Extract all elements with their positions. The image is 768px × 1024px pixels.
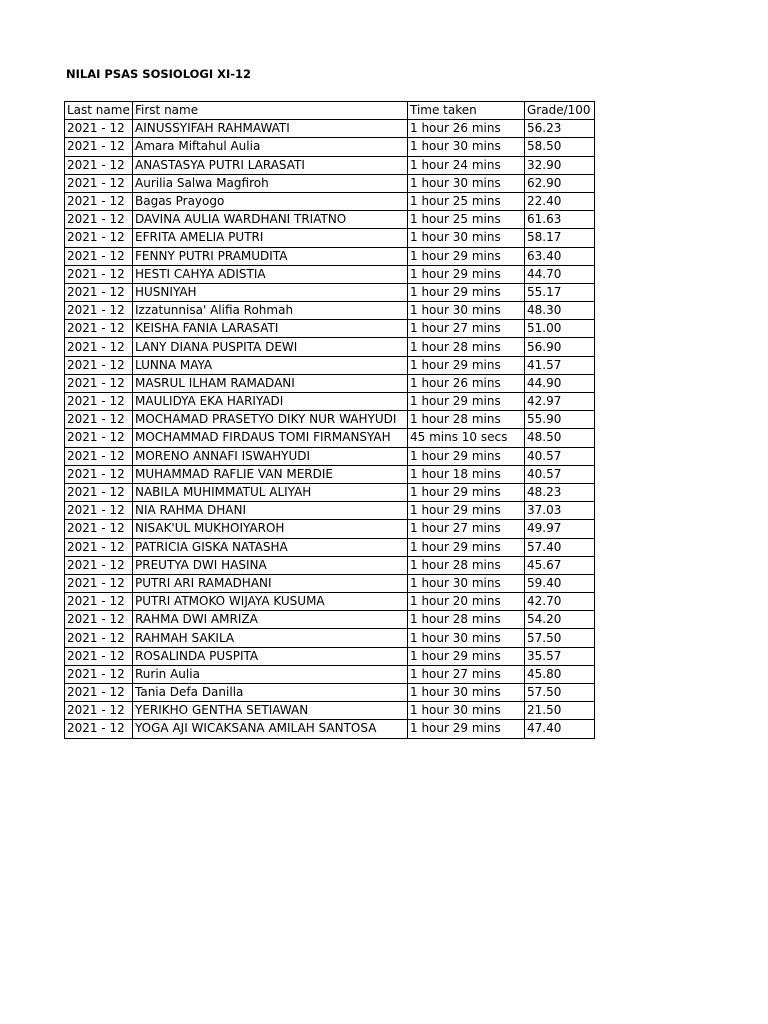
- time-taken-cell: 1 hour 28 mins: [408, 611, 525, 629]
- last-name-cell: 2021 - 12: [65, 138, 133, 156]
- first-name-cell: MASRUL ILHAM RAMADANI: [133, 374, 408, 392]
- table-row: [65, 465, 595, 483]
- table-row: [65, 647, 595, 665]
- time-taken-cell: 1 hour 29 mins: [408, 393, 525, 411]
- grade-cell: 55.90: [525, 411, 595, 429]
- first-name-cell: MUHAMMAD RAFLIE VAN MERDIE: [133, 465, 408, 483]
- table-row: [65, 556, 595, 574]
- grade-cell: 54.20: [525, 611, 595, 629]
- time-taken-cell: 1 hour 29 mins: [408, 265, 525, 283]
- first-name-cell: LANY DIANA PUSPITA DEWI: [133, 338, 408, 356]
- last-name-cell: 2021 - 12: [65, 665, 133, 683]
- first-name-cell: NIA RAHMA DHANI: [133, 502, 408, 520]
- first-name-cell: Amara Miftahul Aulia: [133, 138, 408, 156]
- first-name-cell: HUSNIYAH: [133, 283, 408, 301]
- table-row: [65, 684, 595, 702]
- header-time-taken: Time taken: [408, 102, 525, 120]
- last-name-cell: 2021 - 12: [65, 556, 133, 574]
- grade-cell: 48.50: [525, 429, 595, 447]
- last-name-cell: 2021 - 12: [65, 120, 133, 138]
- grade-cell: 40.57: [525, 447, 595, 465]
- time-taken-cell: 1 hour 30 mins: [408, 138, 525, 156]
- grade-cell: 49.97: [525, 520, 595, 538]
- last-name-cell: 2021 - 12: [65, 520, 133, 538]
- first-name-cell: MOCHAMMAD FIRDAUS TOMI FIRMANSYAH: [133, 429, 408, 447]
- first-name-cell: MOCHAMAD PRASETYO DIKY NUR WAHYUDI: [133, 411, 408, 429]
- last-name-cell: 2021 - 12: [65, 720, 133, 738]
- grade-cell: 59.40: [525, 574, 595, 592]
- grade-cell: 45.80: [525, 665, 595, 683]
- table-row: [65, 520, 595, 538]
- last-name-cell: 2021 - 12: [65, 374, 133, 392]
- last-name-cell: 2021 - 12: [65, 338, 133, 356]
- last-name-cell: 2021 - 12: [65, 411, 133, 429]
- grade-cell: 22.40: [525, 192, 595, 210]
- grade-cell: 41.57: [525, 356, 595, 374]
- time-taken-cell: 1 hour 18 mins: [408, 465, 525, 483]
- last-name-cell: 2021 - 12: [65, 447, 133, 465]
- time-taken-cell: 1 hour 28 mins: [408, 556, 525, 574]
- last-name-cell: 2021 - 12: [65, 229, 133, 247]
- table-body: [65, 120, 595, 738]
- time-taken-cell: 1 hour 30 mins: [408, 229, 525, 247]
- time-taken-cell: 45 mins 10 secs: [408, 429, 525, 447]
- grade-cell: 44.70: [525, 265, 595, 283]
- time-taken-cell: 1 hour 26 mins: [408, 120, 525, 138]
- first-name-cell: YOGA AJI WICAKSANA AMILAH SANTOSA: [133, 720, 408, 738]
- grades-table: [64, 101, 595, 739]
- last-name-cell: 2021 - 12: [65, 483, 133, 501]
- last-name-cell: 2021 - 12: [65, 356, 133, 374]
- table-row: [65, 720, 595, 738]
- first-name-cell: HESTI CAHYA ADISTIA: [133, 265, 408, 283]
- first-name-cell: FENNY PUTRI PRAMUDITA: [133, 247, 408, 265]
- table-row: [65, 156, 595, 174]
- first-name-cell: NABILA MUHIMMATUL ALIYAH: [133, 483, 408, 501]
- header-grade: Grade/100: [525, 102, 595, 120]
- grade-cell: 42.97: [525, 393, 595, 411]
- grade-cell: 48.23: [525, 483, 595, 501]
- first-name-cell: PREUTYA DWI HASINA: [133, 556, 408, 574]
- first-name-cell: ROSALINDA PUSPITA: [133, 647, 408, 665]
- first-name-cell: PUTRI ATMOKO WIJAYA KUSUMA: [133, 593, 408, 611]
- table-row: [65, 702, 595, 720]
- time-taken-cell: 1 hour 26 mins: [408, 374, 525, 392]
- time-taken-cell: 1 hour 25 mins: [408, 211, 525, 229]
- table-header-row: [65, 102, 595, 120]
- table-row: [65, 593, 595, 611]
- table-row: [65, 538, 595, 556]
- header-first-name: First name: [133, 102, 408, 120]
- first-name-cell: RAHMAH SAKILA: [133, 629, 408, 647]
- first-name-cell: DAVINA AULIA WARDHANI TRIATNO: [133, 211, 408, 229]
- table-row: [65, 611, 595, 629]
- grade-cell: 62.90: [525, 174, 595, 192]
- first-name-cell: EFRITA AMELIA PUTRI: [133, 229, 408, 247]
- grade-cell: 57.50: [525, 684, 595, 702]
- last-name-cell: 2021 - 12: [65, 684, 133, 702]
- last-name-cell: 2021 - 12: [65, 429, 133, 447]
- grade-cell: 37.03: [525, 502, 595, 520]
- table-row: [65, 320, 595, 338]
- time-taken-cell: 1 hour 30 mins: [408, 174, 525, 192]
- table-row: [65, 302, 595, 320]
- time-taken-cell: 1 hour 20 mins: [408, 593, 525, 611]
- first-name-cell: ANASTASYA PUTRI LARASATI: [133, 156, 408, 174]
- time-taken-cell: 1 hour 30 mins: [408, 302, 525, 320]
- grade-cell: 48.30: [525, 302, 595, 320]
- first-name-cell: Bagas Prayogo: [133, 192, 408, 210]
- grade-cell: 44.90: [525, 374, 595, 392]
- last-name-cell: 2021 - 12: [65, 174, 133, 192]
- table-row: [65, 192, 595, 210]
- grade-cell: 58.17: [525, 229, 595, 247]
- table-row: [65, 265, 595, 283]
- first-name-cell: YERIKHO GENTHA SETIAWAN: [133, 702, 408, 720]
- first-name-cell: AINUSSYIFAH RAHMAWATI: [133, 120, 408, 138]
- time-taken-cell: 1 hour 29 mins: [408, 720, 525, 738]
- last-name-cell: 2021 - 12: [65, 702, 133, 720]
- last-name-cell: 2021 - 12: [65, 629, 133, 647]
- document-title: NILAI PSAS SOSIOLOGI XI-12: [66, 67, 252, 81]
- time-taken-cell: 1 hour 25 mins: [408, 192, 525, 210]
- time-taken-cell: 1 hour 24 mins: [408, 156, 525, 174]
- grade-cell: 32.90: [525, 156, 595, 174]
- first-name-cell: MAULIDYA EKA HARIYADI: [133, 393, 408, 411]
- time-taken-cell: 1 hour 29 mins: [408, 483, 525, 501]
- table-row: [65, 574, 595, 592]
- table-row: [65, 138, 595, 156]
- time-taken-cell: 1 hour 29 mins: [408, 647, 525, 665]
- time-taken-cell: 1 hour 30 mins: [408, 574, 525, 592]
- table-row: [65, 411, 595, 429]
- last-name-cell: 2021 - 12: [65, 247, 133, 265]
- table-row: [65, 629, 595, 647]
- grade-cell: 55.17: [525, 283, 595, 301]
- header-last-name: Last name: [65, 102, 133, 120]
- table-row: [65, 120, 595, 138]
- grade-cell: 21.50: [525, 702, 595, 720]
- time-taken-cell: 1 hour 29 mins: [408, 538, 525, 556]
- table-row: [65, 429, 595, 447]
- time-taken-cell: 1 hour 29 mins: [408, 356, 525, 374]
- table-row: [65, 502, 595, 520]
- table-row: [65, 229, 595, 247]
- grade-cell: 40.57: [525, 465, 595, 483]
- grade-cell: 56.90: [525, 338, 595, 356]
- grade-cell: 35.57: [525, 647, 595, 665]
- time-taken-cell: 1 hour 28 mins: [408, 411, 525, 429]
- grade-cell: 45.67: [525, 556, 595, 574]
- first-name-cell: PUTRI ARI RAMADHANI: [133, 574, 408, 592]
- time-taken-cell: 1 hour 29 mins: [408, 247, 525, 265]
- first-name-cell: PATRICIA GISKA NATASHA: [133, 538, 408, 556]
- time-taken-cell: 1 hour 30 mins: [408, 684, 525, 702]
- grade-cell: 61.63: [525, 211, 595, 229]
- first-name-cell: Tania Defa Danilla: [133, 684, 408, 702]
- last-name-cell: 2021 - 12: [65, 192, 133, 210]
- last-name-cell: 2021 - 12: [65, 538, 133, 556]
- grade-cell: 63.40: [525, 247, 595, 265]
- table-row: [65, 174, 595, 192]
- table-row: [65, 447, 595, 465]
- last-name-cell: 2021 - 12: [65, 156, 133, 174]
- time-taken-cell: 1 hour 30 mins: [408, 629, 525, 647]
- grade-cell: 51.00: [525, 320, 595, 338]
- time-taken-cell: 1 hour 30 mins: [408, 702, 525, 720]
- first-name-cell: Rurin Aulia: [133, 665, 408, 683]
- first-name-cell: KEISHA FANIA LARASATI: [133, 320, 408, 338]
- table-row: [65, 338, 595, 356]
- grade-cell: 47.40: [525, 720, 595, 738]
- last-name-cell: 2021 - 12: [65, 574, 133, 592]
- time-taken-cell: 1 hour 29 mins: [408, 502, 525, 520]
- last-name-cell: 2021 - 12: [65, 265, 133, 283]
- first-name-cell: MORENO ANNAFI ISWAHYUDI: [133, 447, 408, 465]
- time-taken-cell: 1 hour 27 mins: [408, 520, 525, 538]
- last-name-cell: 2021 - 12: [65, 593, 133, 611]
- table-row: [65, 283, 595, 301]
- time-taken-cell: 1 hour 28 mins: [408, 338, 525, 356]
- time-taken-cell: 1 hour 27 mins: [408, 665, 525, 683]
- grade-cell: 57.40: [525, 538, 595, 556]
- table-row: [65, 374, 595, 392]
- time-taken-cell: 1 hour 27 mins: [408, 320, 525, 338]
- last-name-cell: 2021 - 12: [65, 611, 133, 629]
- grade-cell: 56.23: [525, 120, 595, 138]
- grade-cell: 42.70: [525, 593, 595, 611]
- time-taken-cell: 1 hour 29 mins: [408, 283, 525, 301]
- last-name-cell: 2021 - 12: [65, 393, 133, 411]
- time-taken-cell: 1 hour 29 mins: [408, 447, 525, 465]
- first-name-cell: RAHMA DWI AMRIZA: [133, 611, 408, 629]
- table-row: [65, 247, 595, 265]
- first-name-cell: Aurilia Salwa Magfiroh: [133, 174, 408, 192]
- table-row: [65, 393, 595, 411]
- last-name-cell: 2021 - 12: [65, 302, 133, 320]
- table-row: [65, 665, 595, 683]
- last-name-cell: 2021 - 12: [65, 465, 133, 483]
- last-name-cell: 2021 - 12: [65, 320, 133, 338]
- last-name-cell: 2021 - 12: [65, 283, 133, 301]
- first-name-cell: NISAK'UL MUKHOIYAROH: [133, 520, 408, 538]
- table-row: [65, 483, 595, 501]
- table-row: [65, 211, 595, 229]
- last-name-cell: 2021 - 12: [65, 211, 133, 229]
- last-name-cell: 2021 - 12: [65, 502, 133, 520]
- grade-cell: 57.50: [525, 629, 595, 647]
- last-name-cell: 2021 - 12: [65, 647, 133, 665]
- grade-cell: 58.50: [525, 138, 595, 156]
- first-name-cell: LUNNA MAYA: [133, 356, 408, 374]
- table-row: [65, 356, 595, 374]
- first-name-cell: Izzatunnisa' Alifia Rohmah: [133, 302, 408, 320]
